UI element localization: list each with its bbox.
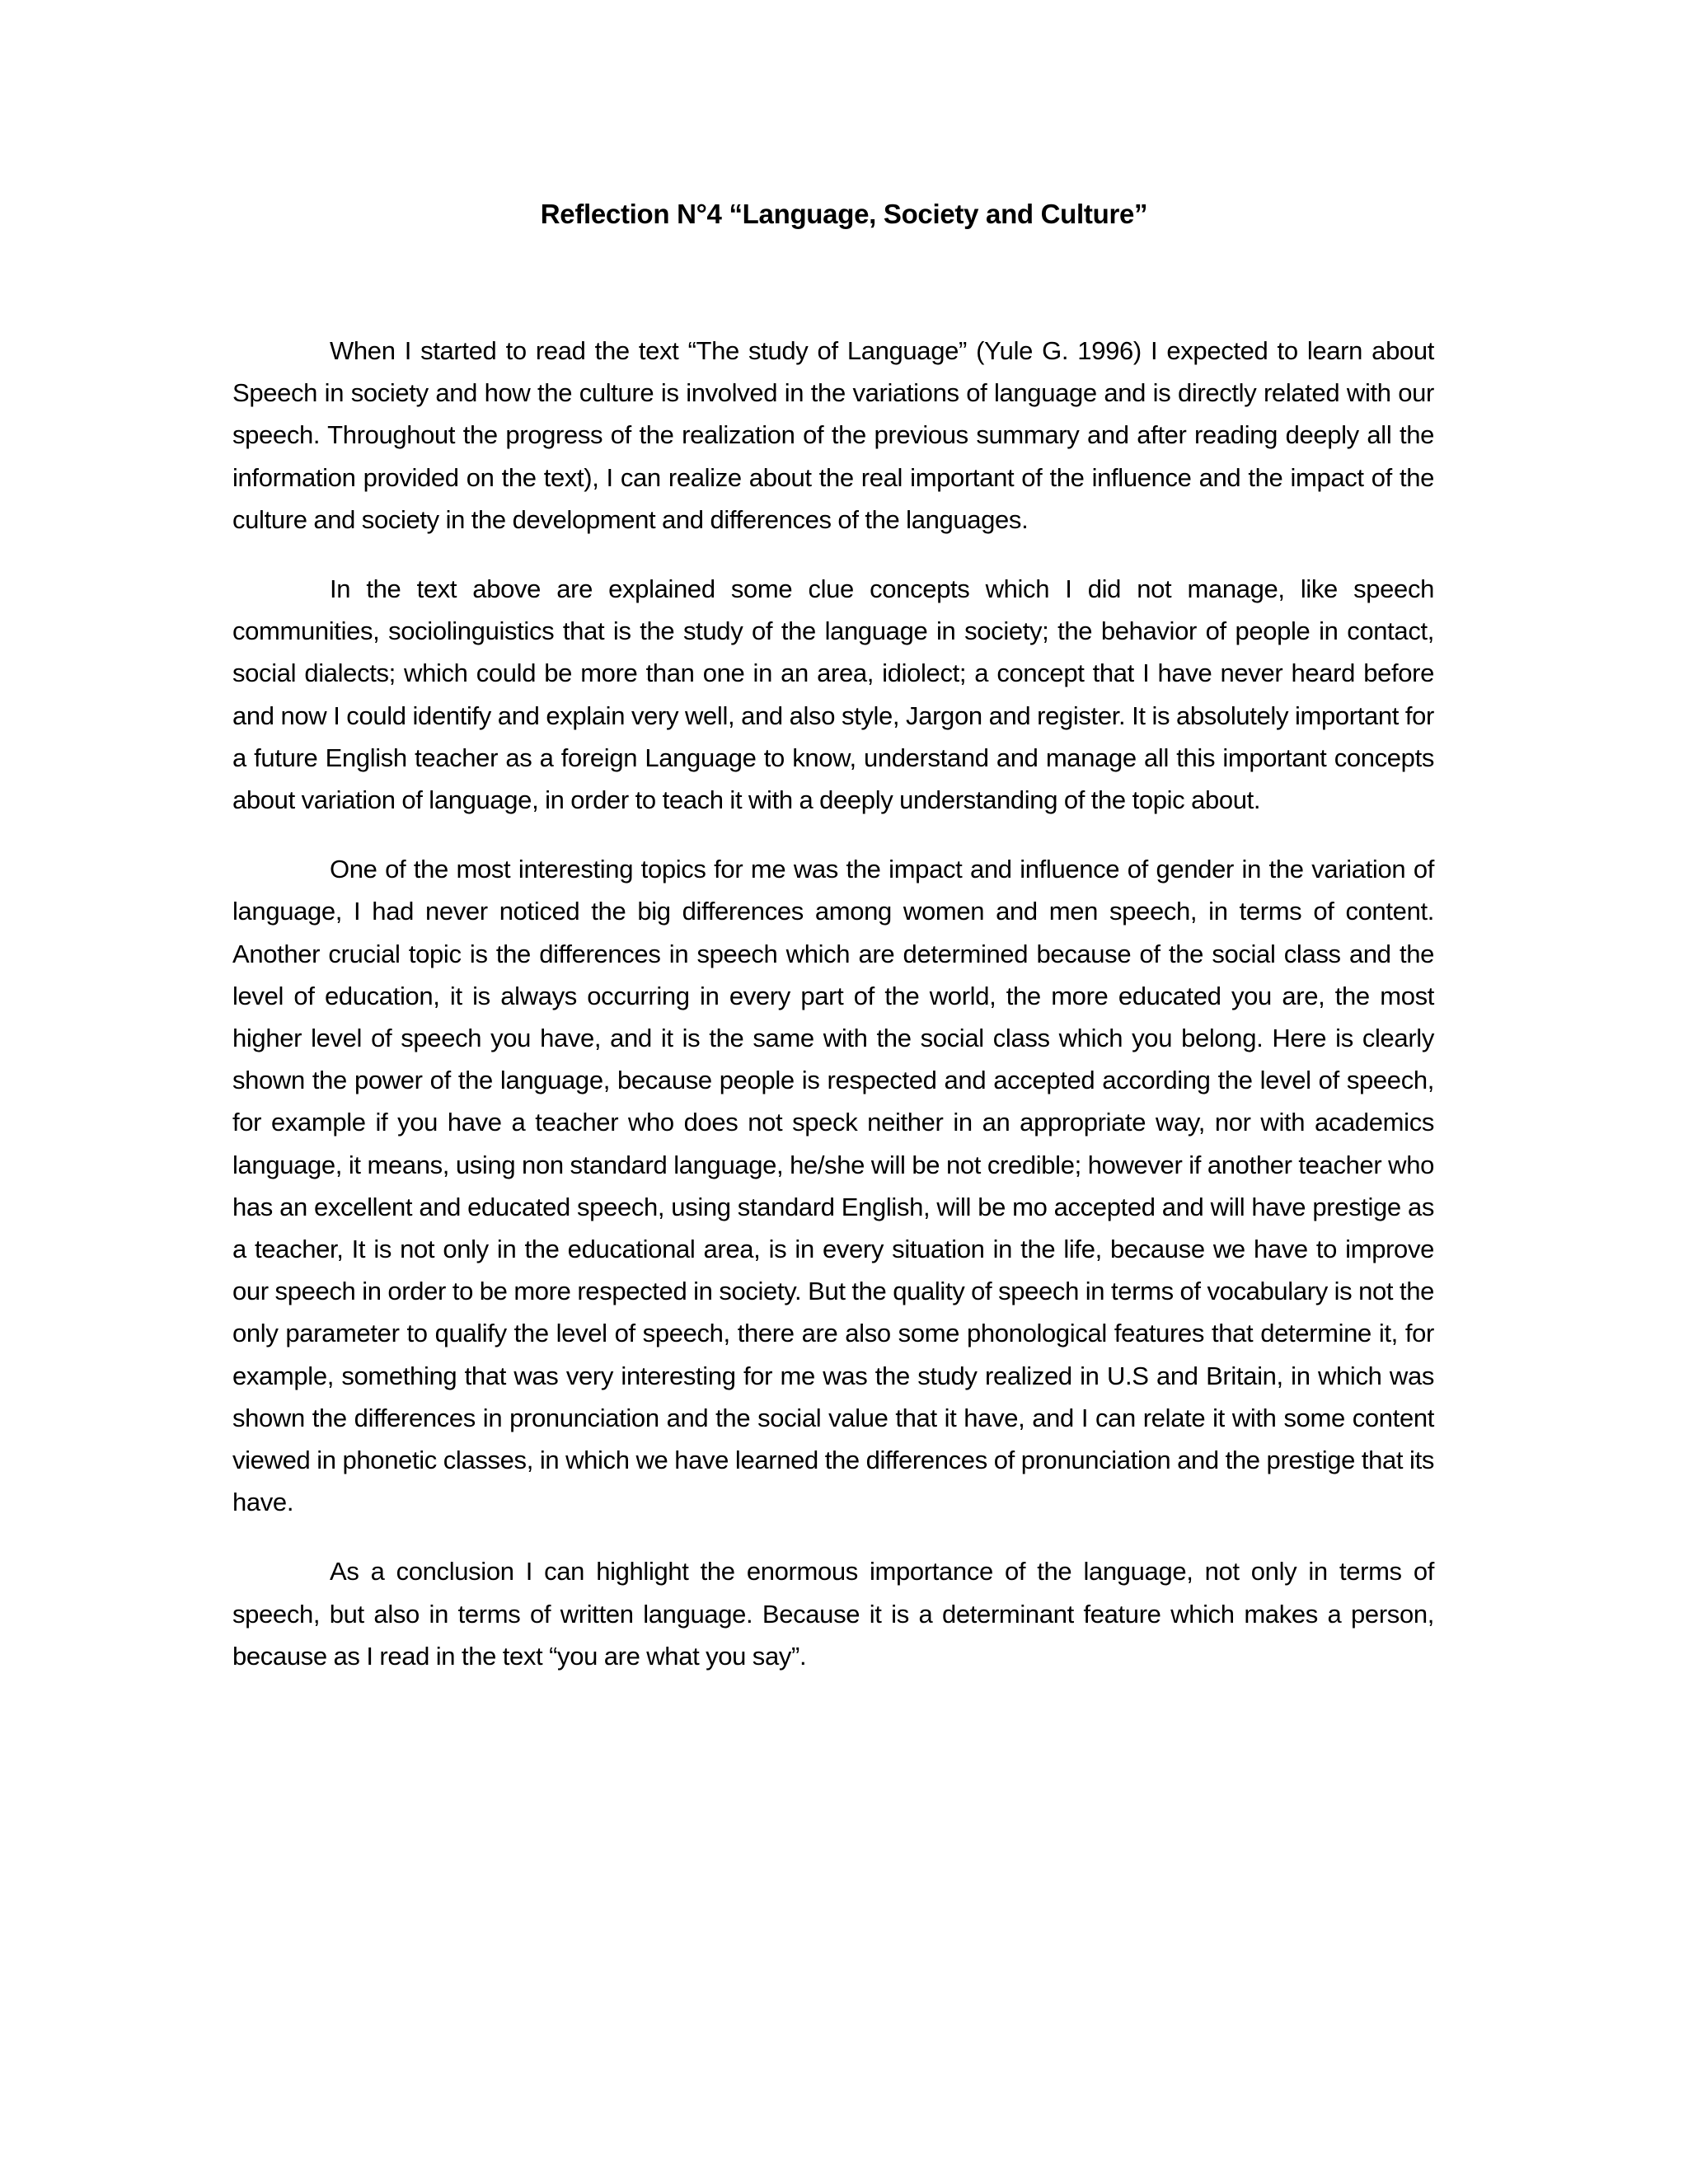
document-body xyxy=(232,330,1434,1704)
paragraph-1: When I started to read the text “The study of Language” (Yule G. 1996) I expected to learn about Speech in society and how the culture is involved in the variations of language and is directly related with our speech. Throughout the progress of the realization of the previous summary and after reading deeply all the information provided on the text), I can realize about the real important of the influence and the impact of the culture and society in the development and differences of the languages. xyxy=(232,336,1434,534)
paragraph-3: One of the most interesting topics for me was the impact and influence of gender in the variation of language, I had never noticed the big differences among women and men speech, in terms of content. Another crucial topic is the differences in speech which are determined because of the social class and the level of education, it is always occurring in every part of the world, the more educated you are, the most higher level of speech you have, and it is the same with the social class which you belong. Here is clearly shown the power of the language, because people is respected and accepted according the level of speech, for example if you have a teacher who does not speck neither in an appropriate way, nor with academics language, it means, using non standard language, he/she will be not credible; however if another teacher who has an excellent and educated speech, using standard English, will be mo accepted and will have prestige as a teacher, It is not only in the educational area, is in every situation in the life, because we have to improve our speech in order to be more respected in society. But the quality of speech in terms of vocabulary is not the only parameter to qualify the level of speech, there are also some phonological features that determine it, for example, something that was very interesting for me was the study realized in U.S and Britain, in which was shown the differences in pronunciation and the social value that it have, and I can relate it with some content viewed in phonetic classes, in which we have learned the differences of pronunciation and the prestige that its have. xyxy=(232,855,1434,1517)
document-title: Reflection N°4 “Language, Society and Culture” xyxy=(540,199,1148,229)
paragraph-2: In the text above are explained some clue concepts which I did not manage, like speech communities, sociolinguistics that is the study of the language in society; the behavior of people in contact, social dialects; which could be more than one in an area, idiolect; a concept that I have never heard before and now I could identify and explain very well, and also style, Jargon and register. It is absolutely important for a future English teacher as a foreign Language to know, understand and manage all this important concepts about variation of language, in order to teach it with a deeply understanding of the topic about. xyxy=(232,574,1434,815)
paragraph-4: As a conclusion I can highlight the enormous importance of the language, not only in terms of speech, but also in terms of written language. Because it is a determinant feature which makes a person, because as I read in the text “you are what you say”. xyxy=(232,1557,1434,1671)
